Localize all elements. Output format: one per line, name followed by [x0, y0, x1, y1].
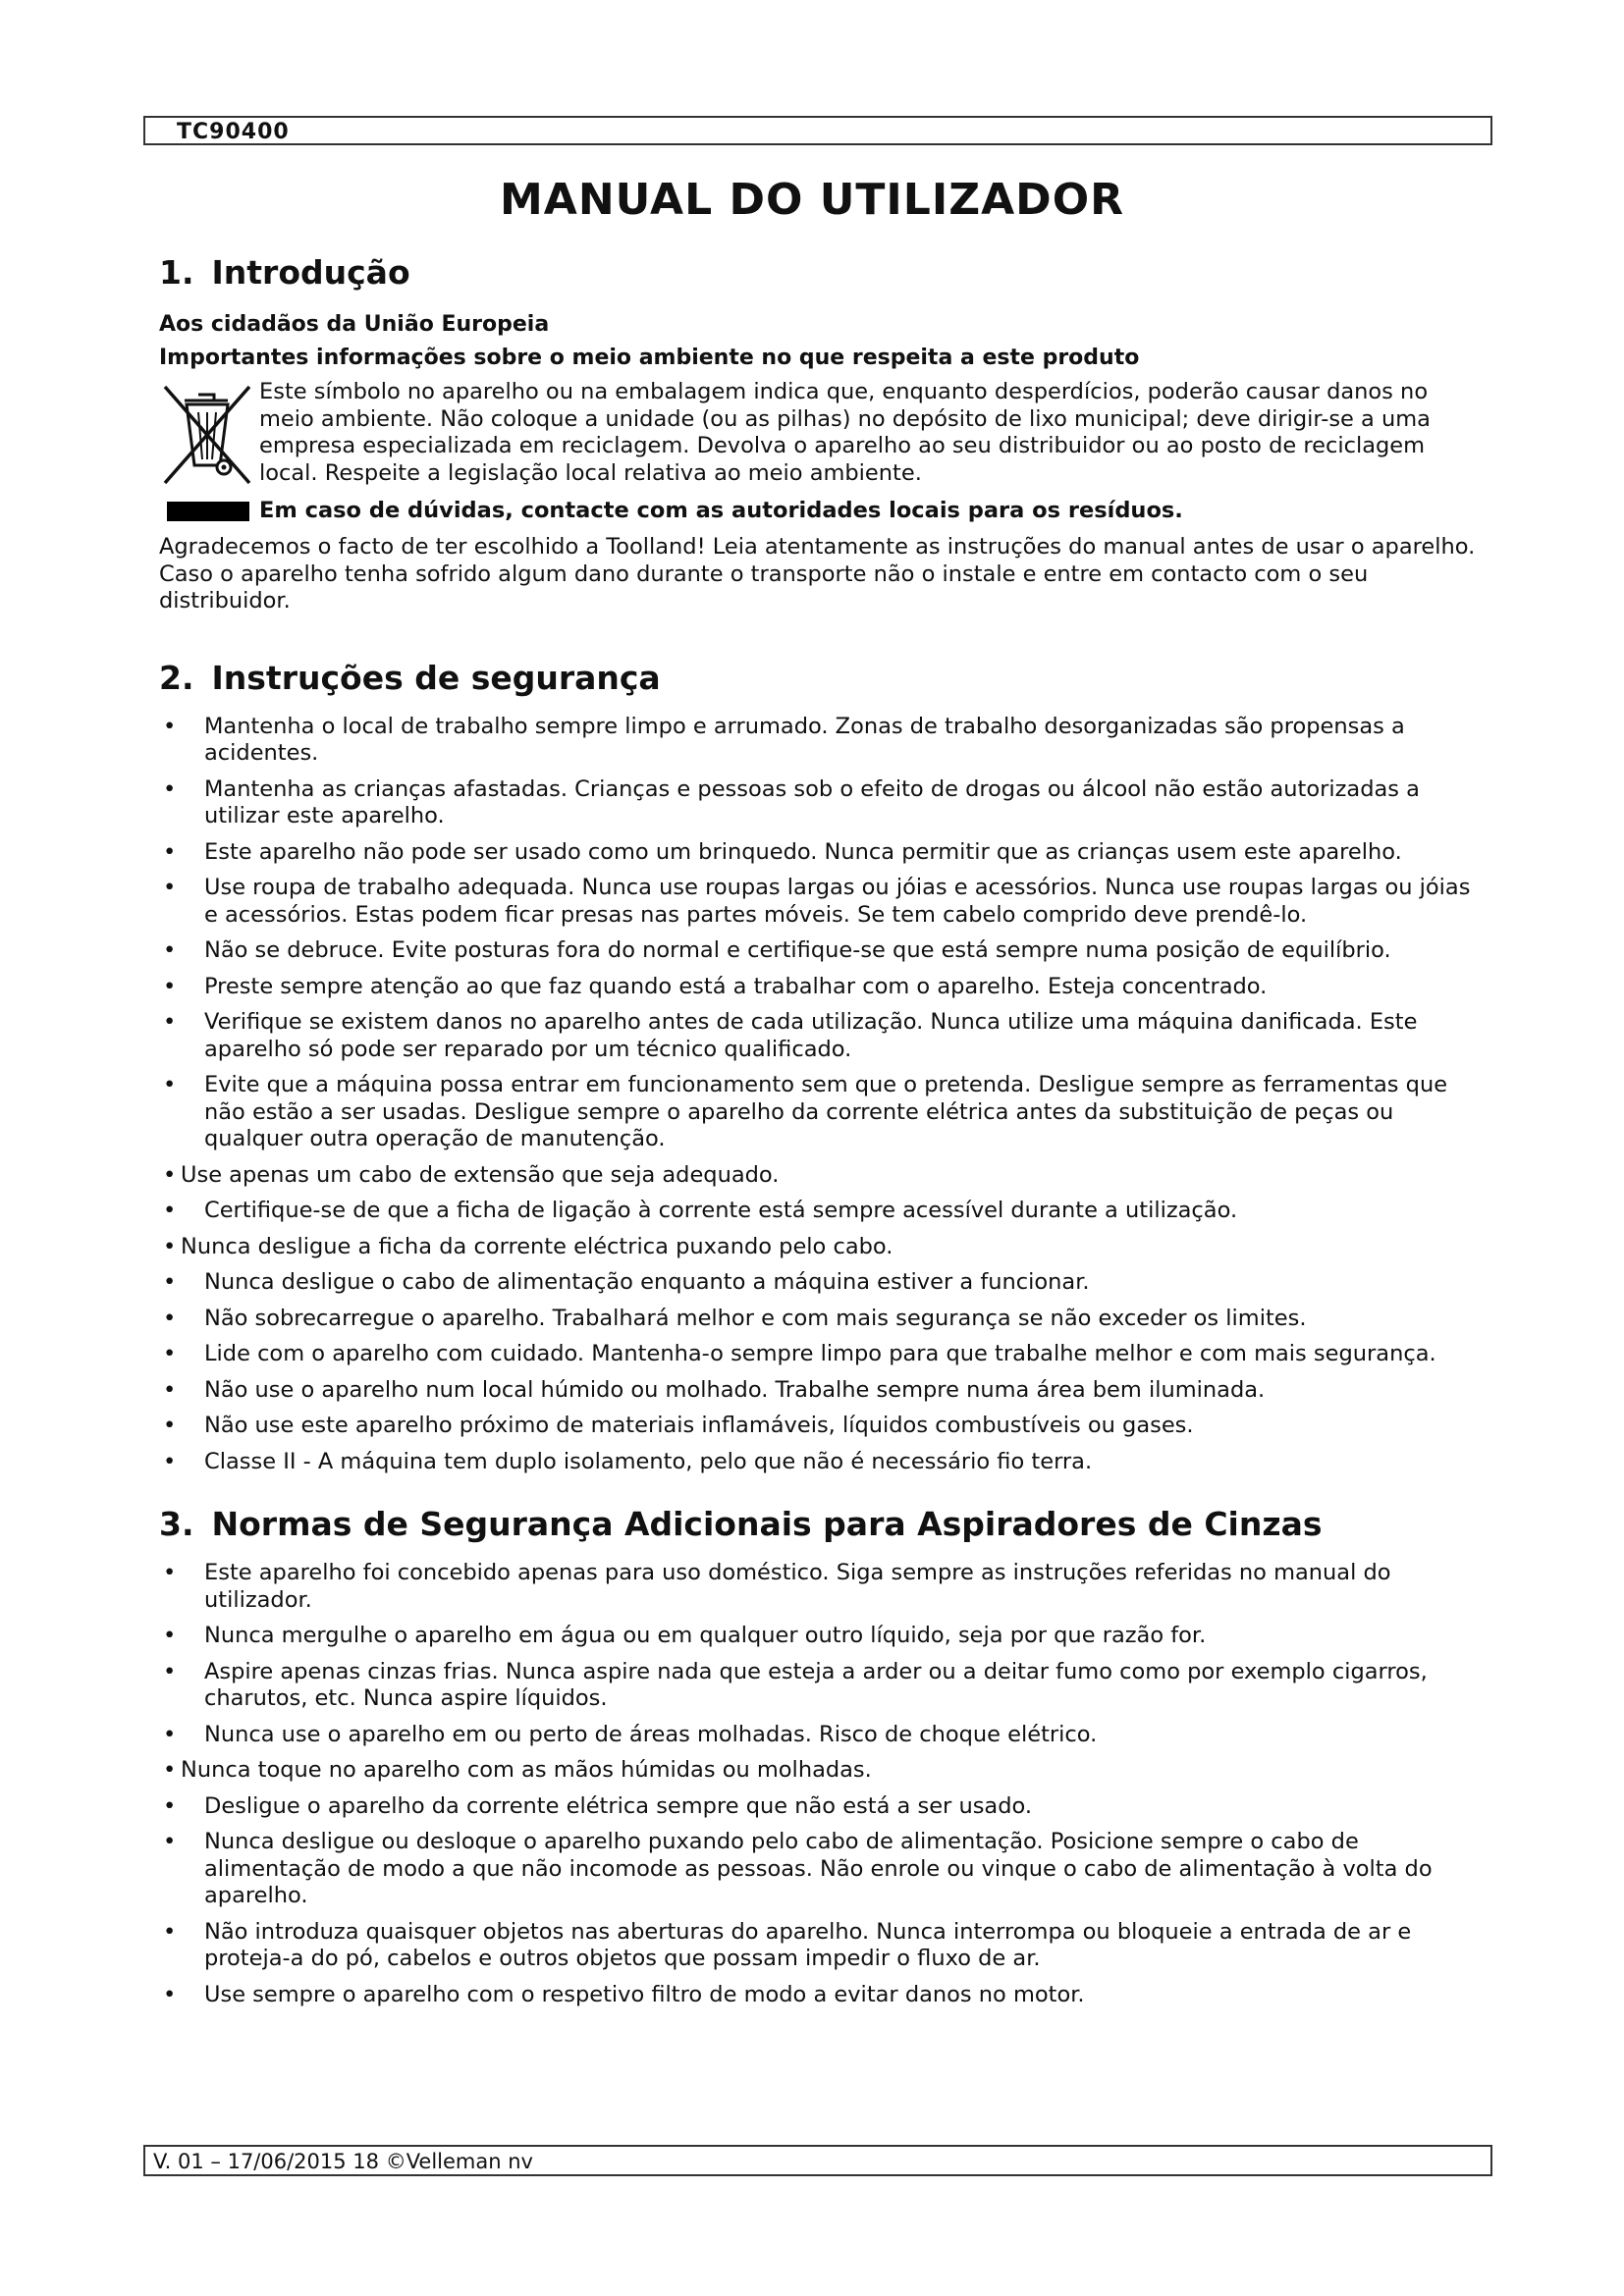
list-item — [159, 1919, 1487, 1973]
environment-subheading: Importantes informações sobre o meio ambiente no que respeita a este produto — [159, 346, 1140, 370]
environment-notice — [159, 379, 1487, 495]
list-item-text: Use sempre o aparelho com o respetivo filtro de modo a evitar danos no motor. — [204, 1981, 1085, 2007]
document-body — [159, 251, 1487, 2017]
section-ash-vacuum — [159, 1503, 1487, 2008]
list-item-text: Mantenha o local de trabalho sempre limpo e arrumado. Zonas de trabalho desorganizadas são propensas a acidentes. — [204, 713, 1405, 766]
bullet-marker: • — [163, 1233, 177, 1259]
section-title: Normas de Segurança Adicionais para Aspiradores de Cinzas — [211, 1505, 1323, 1543]
list-item-text: Classe II - A máquina tem duplo isolamento, pelo que não é necessário fio terra. — [204, 1448, 1093, 1474]
list-item — [159, 1413, 1487, 1440]
bullet-marker: • — [163, 1413, 177, 1438]
model-number: TC90400 — [177, 120, 290, 144]
section-title: Introdução — [211, 253, 410, 292]
list-item — [159, 1234, 1487, 1261]
black-bar — [167, 502, 249, 521]
list-item-text: Este aparelho foi concebido apenas para uso doméstico. Siga sempre as instruções referidas no manual do utilizador. — [204, 1560, 1391, 1613]
list-item — [159, 1377, 1487, 1405]
list-item — [159, 1009, 1487, 1063]
list-item-text: Evite que a máquina possa entrar em funcionamento sem que o pretenda. Desligue sempre as ferramentas que não estão a ser usadas. Desligue sempre o aparelho da corrente elétrica antes da substituição de peças ou qualquer outra operação de manutenção. — [204, 1072, 1448, 1151]
list-item — [159, 1560, 1487, 1614]
list-item-text: Nunca desligue a ficha da corrente eléctrica puxando pelo cabo. — [181, 1233, 893, 1259]
bullet-marker: • — [163, 713, 177, 739]
list-item — [159, 1306, 1487, 1333]
list-item — [159, 776, 1487, 830]
list-item — [159, 1722, 1487, 1749]
section-title: Instruções de segurança — [211, 658, 661, 697]
list-item — [159, 1757, 1487, 1785]
thanks-paragraph: Agradecemos o facto de ter escolhido a Toolland! Leia atentamente as instruções do manual antes de usar o aparelho. Caso o aparelho tenha sofrido algum dano durante o transporte não o instale e entre em contacto com o seu distribuidor. — [159, 534, 1476, 614]
bullet-marker: • — [163, 1376, 177, 1403]
section-number: 3. — [159, 1505, 194, 1543]
list-item-text: Não use este aparelho próximo de materiais inflamáveis, líquidos combustíveis ou gases. — [204, 1413, 1194, 1438]
ash-vacuum-list — [159, 1560, 1487, 2008]
bullet-marker: • — [163, 1981, 177, 2007]
list-item-text: Não use o aparelho num local húmido ou molhado. Trabalhe sempre numa área bem iluminada. — [204, 1376, 1266, 1403]
bullet-marker: • — [163, 1305, 177, 1331]
list-item — [159, 875, 1487, 929]
list-item-text: Use roupa de trabalho adequada. Nunca use roupas largas ou jóias e acessórios. Nunca use roupas largas ou jóias e acessórios. Estas podem ficar presas nas partes móveis. Se tem cabelo comprido deve prendê-lo. — [204, 875, 1471, 928]
section-number: 1. — [159, 253, 194, 292]
list-item-text: Este aparelho não pode ser usado como um brinquedo. Nunca permitir que as crianças usem este aparelho. — [204, 838, 1402, 865]
section-number: 2. — [159, 658, 194, 697]
bullet-marker: • — [163, 1721, 177, 1747]
crossed-bin-icon — [159, 381, 253, 489]
list-item-text: Preste sempre atenção ao que faz quando está a trabalhar com o aparelho. Esteja concentrado. — [204, 973, 1268, 999]
list-item — [159, 1793, 1487, 1821]
list-item — [159, 714, 1487, 768]
doubt-row — [159, 495, 1487, 528]
bullet-marker: • — [163, 1829, 177, 1854]
eu-subheading: Aos cidadãos da União Europeia — [159, 312, 550, 337]
doubt-text: Em caso de dúvidas, contacte com as autoridades locais para os resíduos. — [259, 498, 1183, 523]
list-item-text: Não sobrecarregue o aparelho. Trabalhará melhor e com mais segurança se não exceder os limites. — [204, 1305, 1307, 1331]
bullet-marker: • — [163, 1072, 177, 1097]
bullet-marker: • — [163, 1269, 177, 1295]
bullet-marker: • — [163, 1448, 177, 1474]
list-item-text: Lide com o aparelho com cuidado. Mantenha-o sempre limpo para que trabalhe melhor e com mais segurança. — [204, 1341, 1436, 1366]
list-item-text: Nunca toque no aparelho com as mãos húmidas ou molhadas. — [181, 1757, 872, 1783]
bullet-marker: • — [163, 1198, 177, 1223]
bullet-marker: • — [163, 1623, 177, 1648]
bullet-marker: • — [163, 1341, 177, 1366]
bullet-marker: • — [163, 875, 177, 900]
bullet-marker: • — [163, 1757, 177, 1783]
list-item — [159, 1449, 1487, 1476]
bullet-marker: • — [163, 1658, 177, 1684]
bullet-marker: • — [163, 1918, 177, 1945]
list-item — [159, 1829, 1487, 1910]
document-title: MANUAL DO UTILIZADOR — [500, 175, 1124, 225]
bullet-marker: • — [163, 1161, 177, 1188]
list-item-text: Não se debruce. Evite posturas fora do normal e certifique-se que está sempre numa posição de equilíbrio. — [204, 937, 1391, 963]
section-heading — [159, 251, 1487, 294]
list-item — [159, 1623, 1487, 1650]
list-item-text: Nunca mergulhe o aparelho em água ou em qualquer outro líquido, seja por que razão for. — [204, 1623, 1207, 1648]
section-safety — [159, 657, 1487, 1476]
list-item-text: Mantenha as crianças afastadas. Crianças e pessoas sob o efeito de drogas ou álcool não estão autorizadas a utilizar este aparelho. — [204, 775, 1420, 828]
list-item — [159, 1659, 1487, 1713]
bullet-marker: • — [163, 1560, 177, 1585]
list-item — [159, 1269, 1487, 1297]
list-item-text: Nunca use o aparelho em ou perto de áreas molhadas. Risco de choque elétrico. — [204, 1721, 1098, 1747]
bullet-marker: • — [163, 937, 177, 963]
list-item — [159, 1198, 1487, 1225]
bullet-marker: • — [163, 838, 177, 865]
footer-box — [143, 2145, 1492, 2176]
safety-list — [159, 714, 1487, 1476]
list-item-text: Certifique-se de que a ficha de ligação à corrente está sempre acessível durante a utilização. — [204, 1198, 1238, 1223]
list-item — [159, 839, 1487, 867]
list-item-text: Use apenas um cabo de extensão que seja adequado. — [181, 1161, 780, 1188]
list-item-text: Nunca desligue o cabo de alimentação enquanto a máquina estiver a funcionar. — [204, 1269, 1090, 1295]
bullet-marker: • — [163, 973, 177, 999]
section-heading — [159, 1503, 1487, 1546]
list-item — [159, 1341, 1487, 1368]
list-item-text: Nunca desligue ou desloque o aparelho puxando pelo cabo de alimentação. Posicione sempre o cabo de alimentação de modo a que não incomode as pessoas. Não enrole ou vinque o cabo de alimentação à volta do aparelho. — [204, 1829, 1433, 1908]
list-item — [159, 1982, 1487, 2009]
list-item — [159, 937, 1487, 965]
footer-text: V. 01 – 17/06/2015 18 ©Velleman nv — [153, 2150, 533, 2173]
list-item-text: Aspire apenas cinzas frias. Nunca aspire nada que esteja a arder ou a deitar fumo como por exemplo cigarros, charutos, etc. Nunca aspire líquidos. — [204, 1658, 1428, 1711]
bullet-marker: • — [163, 1792, 177, 1819]
section-heading — [159, 657, 1487, 700]
list-item — [159, 1072, 1487, 1153]
list-item-text: Não introduza quaisquer objetos nas aberturas do aparelho. Nunca interrompa ou bloqueie a entrada de ar e proteja-a do pó, cabelos e outros objetos que possam impedir o fluxo de ar. — [204, 1918, 1412, 1971]
bullet-marker: • — [163, 775, 177, 802]
environment-text: Este símbolo no aparelho ou na embalagem indica que, enquanto desperdícios, poderão causar danos no meio ambiente. Não coloque a unidade (ou as pilhas) no depósito de lixo municipal; deve dirigir-se a uma empresa especializada em reciclagem. Devolva o aparelho ao seu distribuidor ou ao posto de reciclagem local. Respeite a legislação local relativa ao meio ambiente. — [259, 379, 1431, 486]
list-item-text: Desligue o aparelho da corrente elétrica sempre que não está a ser usado. — [204, 1792, 1033, 1819]
list-item — [159, 1162, 1487, 1190]
list-item-text: Verifique se existem danos no aparelho antes de cada utilização. Nunca utilize uma máquina danificada. Este aparelho só pode ser reparado por um técnico qualificado. — [204, 1009, 1418, 1062]
header-box — [143, 116, 1492, 145]
list-item — [159, 974, 1487, 1001]
section-introduction — [159, 251, 1487, 615]
bullet-marker: • — [163, 1009, 177, 1035]
